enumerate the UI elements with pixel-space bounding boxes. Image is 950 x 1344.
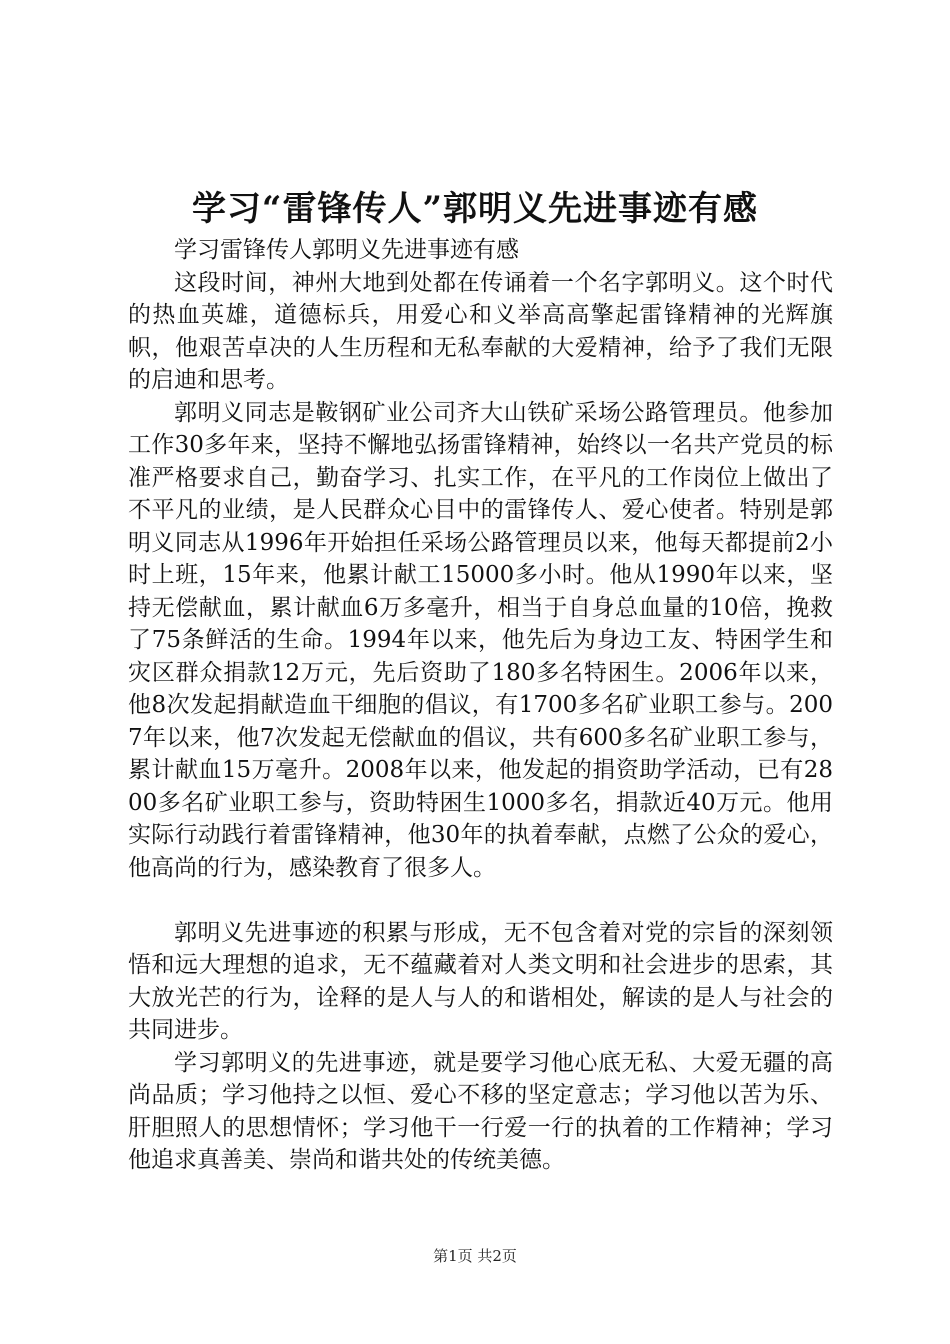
document-subtitle: 学习雷锋传人郭明义先进事迹有感 bbox=[174, 237, 519, 263]
paragraph-reflection: 郭明义先进事迹的积累与形成，无不包含着对党的宗旨的深刻领悟和远大理想的追求，无不蕴藏着对人类文明和社会进步的思索，其大放光芒的行为，诠释的是人与人的和谐相处，解读的是人与社会的共同进步。 bbox=[128, 919, 833, 1043]
paragraph-learning: 学习郭明义的先进事迹，就是要学习他心底无私、大爱无疆的高尚品质；学习他持之以恒、爱心不移的坚定意志；学习他以苦为乐、肝胆照人的思想情怀；学习他干一行爱一行的执着的工作精神；学习他追求真善美、崇尚和谐共处的传统美德。 bbox=[128, 1049, 833, 1173]
paragraph-intro: 这段时间，神州大地到处都在传诵着一个名字郭明义。这个时代的热血英雄，道德标兵，用爱心和义举高高擎起雷锋精神的光辉旗帜，他艰苦卓决的人生历程和无私奉献的大爱精神，给予了我们无限的启迪和思考。 bbox=[128, 269, 833, 393]
page-footer: 第1页 共2页 bbox=[433, 1247, 517, 1265]
paragraph-spacer bbox=[128, 884, 833, 917]
document-title: 学习“雷锋传人”郭明义先进事迹有感 bbox=[191, 189, 759, 229]
paragraph-deeds: 郭明义同志是鞍钢矿业公司齐大山铁矿采场公路管理员。他参加工作30多年来，坚持不懈地弘扬雷锋精神，始终以一名共产党员的标准严格要求自己，勤奋学习、扎实工作，在平凡的工作岗位上做出了不平凡的业绩，是人民群众心目中的雷锋传人、爱心使者。特别是郭明义同志从1996年开始担任采场公路管理员以来，他每天都提前2小时上班，15年来，他累计献工15000多小时。他从1990年以来，坚持无偿献血，累计献血6万多毫升，相当于自身总血量的10倍，挽救了75条鲜活的生命。1994年以来，他先后为身边工友、特困学生和灾区群众捐款12万元，先后资助了180多名特困生。2006年以来，他8次发起捐献造血干细胞的倡议，有1700多名矿业职工参与。2007年以来，他7次发起无偿献血的倡议，共有600多名矿业职工参与，累计献血15万毫升。2008年以来，他发起的捐资助学活动，已有2800多名矿业职工参与，资助特困生1000多名，捐款近40万元。他用实际行动践行着雷锋精神，他30年的执着奉献，点燃了公众的爱心，他高尚的行为，感染教育了很多人。 bbox=[128, 399, 833, 881]
document-body bbox=[128, 234, 833, 1177]
